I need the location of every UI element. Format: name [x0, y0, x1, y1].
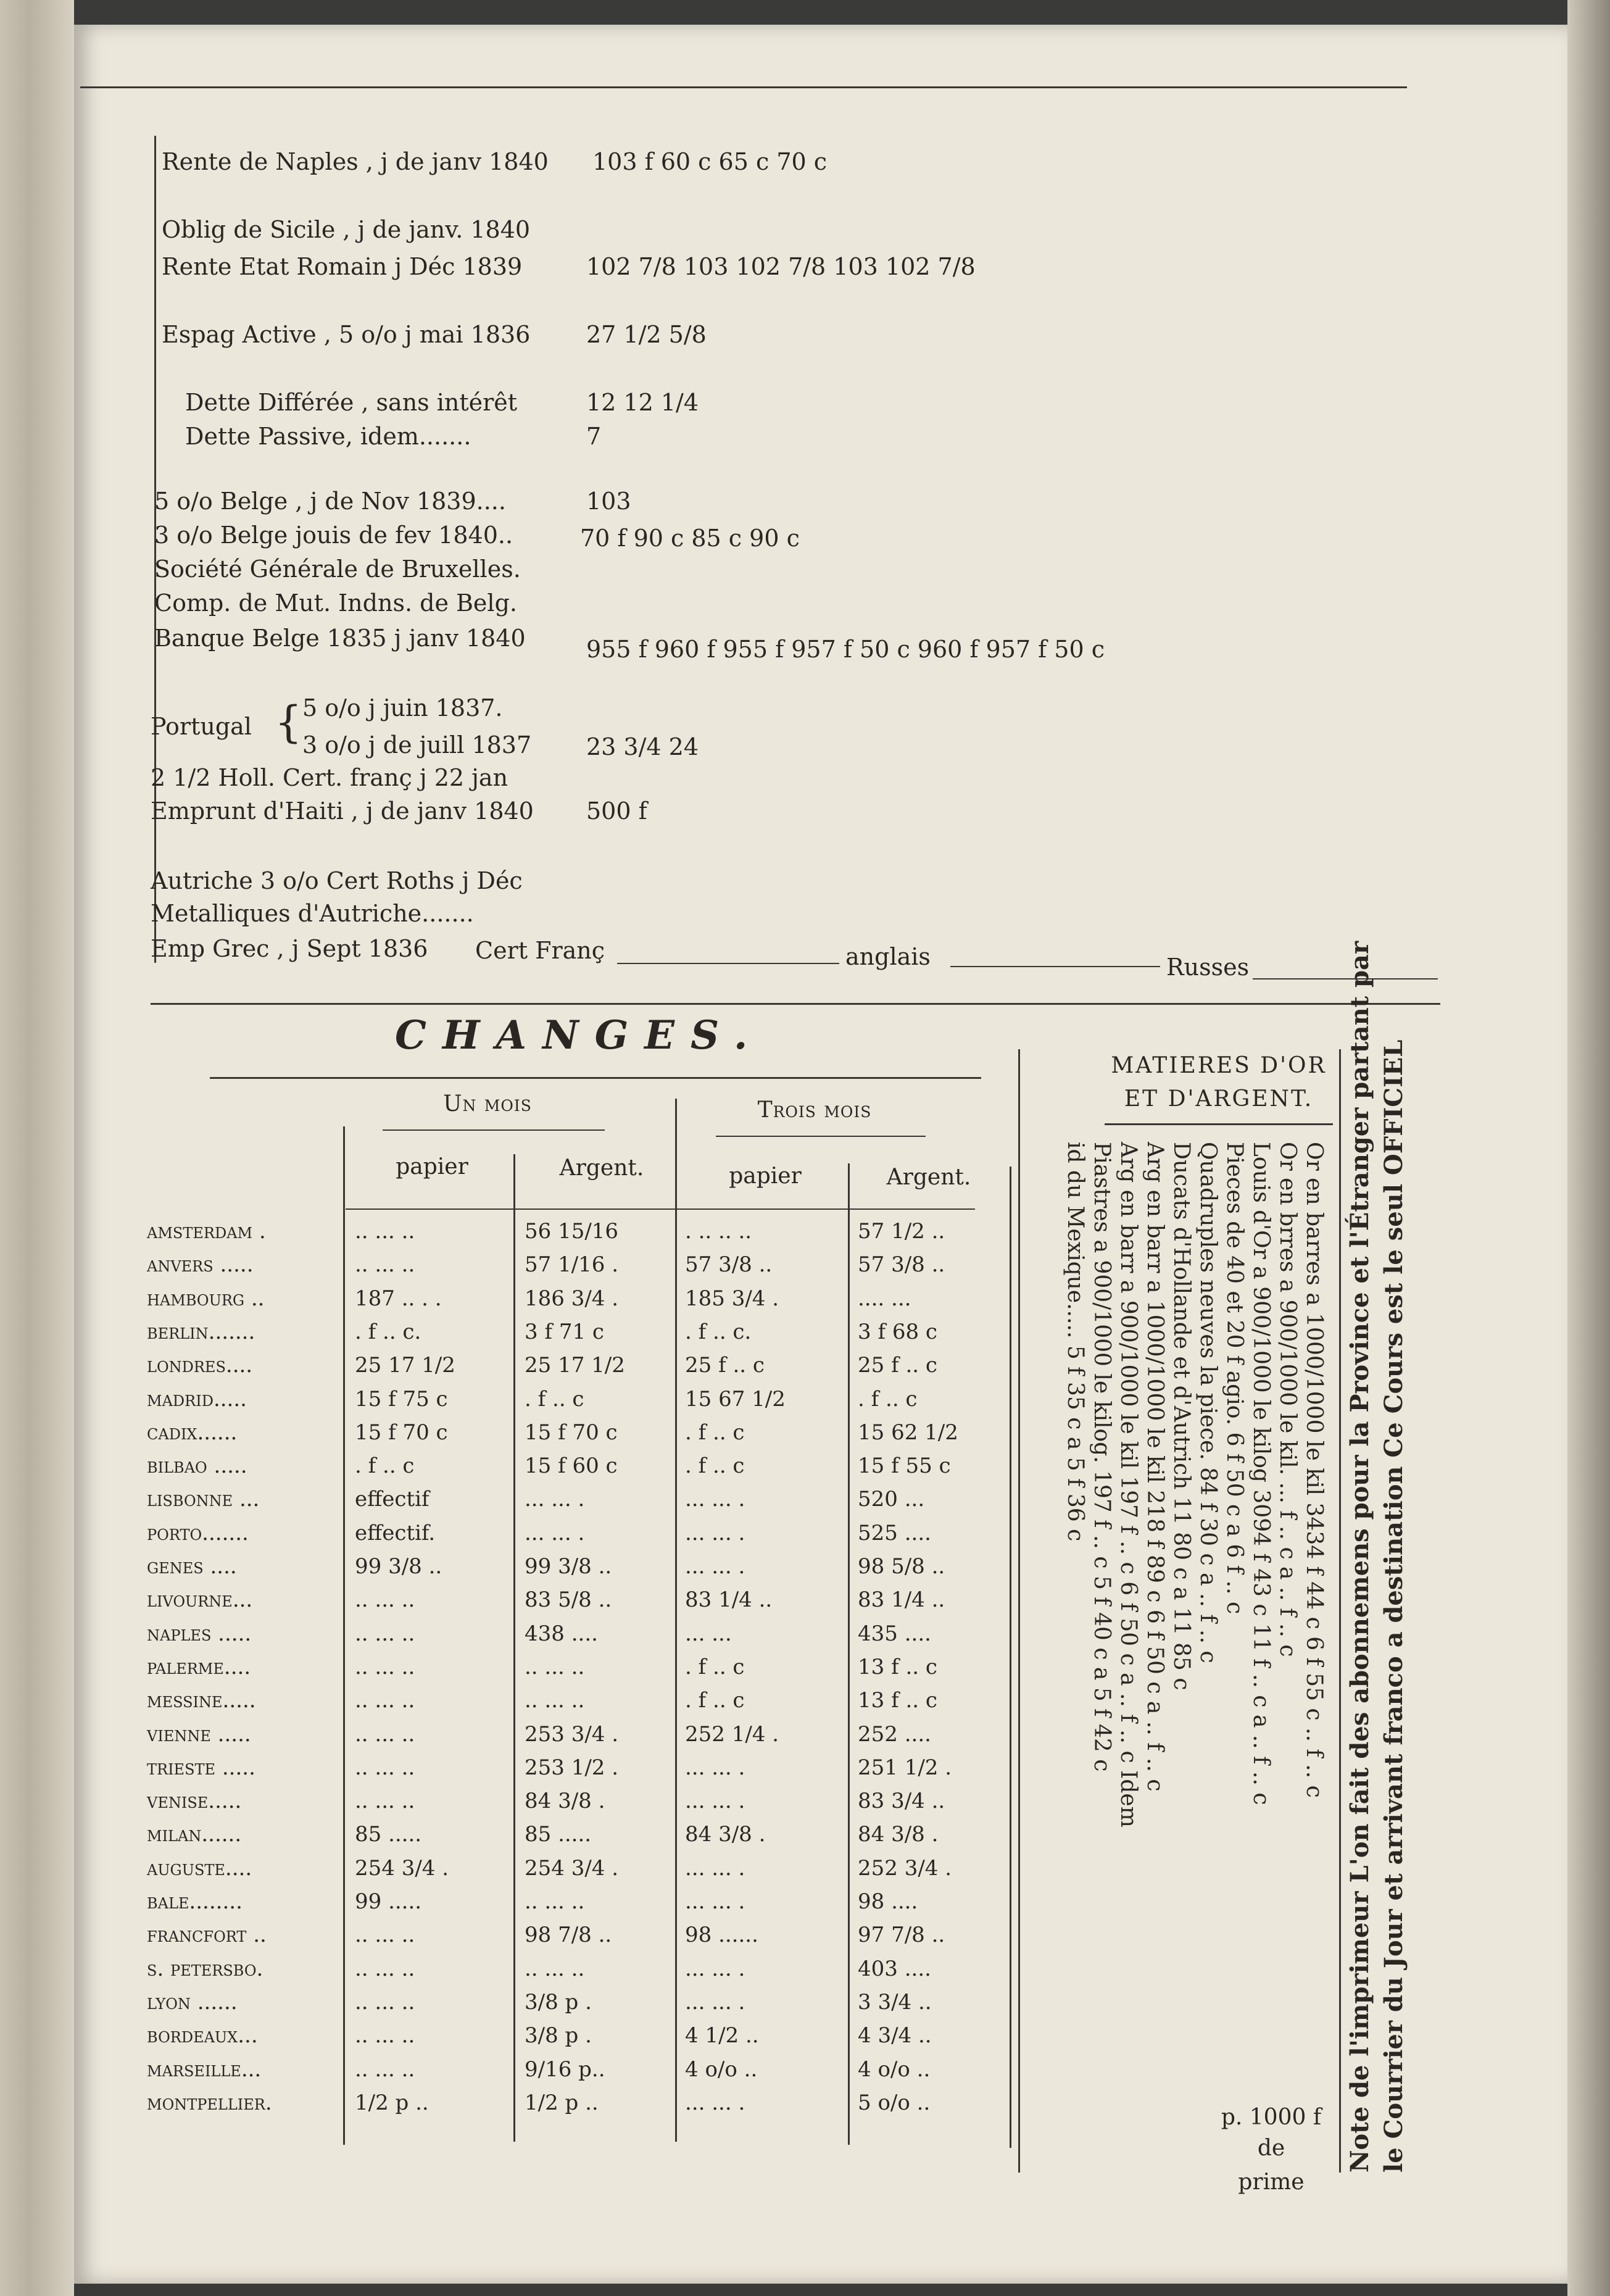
- changes-cell-c4: 57 1/2 ..: [858, 1219, 945, 1244]
- changes-cell-c4: 5 o/o ..: [858, 2090, 931, 2115]
- changes-cell-c3: . f .. c.: [685, 1320, 752, 1344]
- changes-cell-c3: ... ... .: [685, 1755, 745, 1780]
- changes-cell-c3: . f .. c: [685, 1420, 745, 1445]
- changes-cell-c1: 15 f 70 c: [355, 1420, 448, 1445]
- changes-city: messine.....: [147, 1688, 256, 1713]
- changes-cell-c1: .. ... ..: [355, 1621, 415, 1646]
- matieres-line: Ducats d'Hollande et d'Autrich 11 80 c a 11 85 c: [1169, 1142, 1194, 1691]
- changes-cell-c1: 187 .. . .: [355, 1286, 442, 1311]
- col-rule-1: [343, 1126, 345, 2145]
- matieres-line: id du Mexique..... 5 f 35 c a 5 f 36 c: [1063, 1142, 1088, 1542]
- matieres-line: Piastres a 900/1000 le kilog. 197 f .. c 5 f 40 c a 5 f 42 c: [1089, 1142, 1114, 1772]
- changes-cell-c4: 252 3/4 .: [858, 1856, 952, 1881]
- changes-cell-c1: 25 17 1/2: [355, 1353, 455, 1378]
- side-note-1: Note de l'imprimeur L'on fait des abonnemens pour la Province et l'Étranger partant par: [1345, 941, 1374, 2173]
- col-rule-5: [1010, 1167, 1011, 2148]
- matieres-title-line-1: MATIERES D'OR: [1111, 1053, 1327, 1078]
- bond-label: 3 o/o Belge jouis de fev 1840..: [154, 522, 513, 549]
- changes-cell-c4: 83 1/4 ..: [858, 1587, 945, 1612]
- changes-city: venise.....: [147, 1789, 242, 1813]
- changes-cell-c2: 57 1/16 .: [525, 1252, 619, 1277]
- ledger-page: [74, 25, 1567, 2284]
- book-edge-left: [0, 0, 74, 2296]
- matieres-line: Arg en barr a 900/1000 le kil 197 f .. c 6 f 50 c a .. f .. c Idem: [1116, 1142, 1141, 1828]
- matieres-left-rule: [1018, 1049, 1020, 2173]
- changes-cell-c3: 4 o/o ..: [685, 2057, 758, 2082]
- changes-cell-c1: .. ... ..: [355, 2057, 415, 2082]
- changes-cell-c1: 15 f 75 c: [355, 1387, 448, 1412]
- bond-label: 2 1/2 Holl. Cert. franç j 22 jan: [151, 764, 508, 791]
- bond-value: 27 1/2 5/8: [586, 321, 707, 348]
- matieres-title-rule: [1105, 1123, 1333, 1125]
- bond-label: 5 o/o j juin 1837.: [302, 694, 503, 722]
- group-trois-mois: Trois mois: [757, 1097, 872, 1123]
- changes-cell-c2: 84 3/8 .: [525, 1789, 605, 1813]
- changes-cell-c3: ... ... .: [685, 1856, 745, 1881]
- changes-cell-c1: .. ... ..: [355, 1957, 415, 1981]
- section-divider: [151, 1003, 1440, 1005]
- changes-city: berlin.......: [147, 1320, 255, 1344]
- bond-value: 103 f 60 c 65 c 70 c: [592, 148, 828, 175]
- bond-value: 23 3/4 24: [586, 733, 699, 760]
- changes-cell-c3: ... ... .: [685, 1554, 745, 1579]
- emp-grec-label: Emp Grec , j Sept 1836: [151, 935, 428, 962]
- changes-cell-c4: 84 3/8 .: [858, 1822, 939, 1847]
- changes-city: milan......: [147, 1822, 242, 1847]
- top-rule: [80, 86, 1407, 88]
- changes-cell-c4: 97 7/8 ..: [858, 1923, 945, 1947]
- changes-cell-c2: 3/8 p .: [525, 1990, 592, 2015]
- changes-cell-c3: ... ...: [685, 1621, 732, 1646]
- changes-cell-c1: .. ... ..: [355, 1219, 415, 1244]
- group-un-mois: Un mois: [443, 1091, 532, 1117]
- changes-city: anvers .....: [147, 1252, 254, 1277]
- bond-value: 102 7/8 103 102 7/8 103 102 7/8: [586, 253, 976, 280]
- changes-cell-c4: 252 ....: [858, 1722, 931, 1747]
- col-papier-1: papier: [396, 1154, 468, 1179]
- bond-label: Rente Etat Romain j Déc 1839: [162, 253, 523, 280]
- changes-city: madrid.....: [147, 1387, 247, 1412]
- matieres-title-line-2: ET D'ARGENT.: [1124, 1086, 1314, 1112]
- changes-cell-c2: 25 17 1/2: [525, 1353, 625, 1378]
- changes-cell-c4: 57 3/8 ..: [858, 1252, 945, 1277]
- bond-label: Banque Belge 1835 j janv 1840: [154, 625, 526, 652]
- changes-cell-c1: 99 .....: [355, 1889, 422, 1914]
- changes-cell-c3: 15 67 1/2: [685, 1387, 786, 1412]
- changes-cell-c4: 98 5/8 ..: [858, 1554, 945, 1579]
- changes-cell-c1: .. ... ..: [355, 1688, 415, 1713]
- changes-cell-c2: 83 5/8 ..: [525, 1587, 612, 1612]
- changes-city: lisbonne ...: [147, 1487, 260, 1512]
- changes-cell-c1: 85 .....: [355, 1822, 422, 1847]
- changes-cell-c1: .. ... ..: [355, 1252, 415, 1277]
- side-note-2: le Courrier du Jour et arrivant franco a destination Ce Cours est le seul OFFICIEL: [1379, 1039, 1408, 2173]
- matieres-line: Louis d'Or a 900/1000 le kilog 3094 f 43 c 11 f .. c a .. f .. c: [1248, 1142, 1274, 1805]
- changes-title-rule: [210, 1077, 981, 1079]
- emp-grec-blank-2: [950, 966, 1160, 967]
- changes-cell-c2: 1/2 p ..: [525, 2090, 599, 2115]
- bond-value: 7: [586, 423, 602, 450]
- changes-city: genes ....: [147, 1554, 237, 1579]
- changes-cell-c2: .. ... ..: [525, 1655, 585, 1679]
- changes-cell-c3: . f .. c: [685, 1688, 745, 1713]
- bonds-vertical-rule: [154, 136, 156, 963]
- changes-cell-c2: 186 3/4 .: [525, 1286, 619, 1311]
- changes-cell-c2: 253 3/4 .: [525, 1722, 619, 1747]
- changes-cell-c2: .. ... ..: [525, 1957, 585, 1981]
- changes-cell-c4: 525 ....: [858, 1521, 931, 1545]
- bond-value: 500 f: [586, 797, 647, 825]
- changes-city: marseille...: [147, 2057, 262, 2082]
- changes-cell-c3: . f .. c: [685, 1454, 745, 1478]
- col-rule-3: [675, 1099, 677, 2142]
- matieres-line: Quadruples neuves la piece. 84 f 30 c a .. f .. c: [1195, 1142, 1221, 1663]
- emp-grec-blank-1: [617, 963, 839, 964]
- changes-cell-c2: . f .. c: [525, 1387, 584, 1412]
- changes-cell-c1: .. ... ..: [355, 1755, 415, 1780]
- book-edge-right: [1567, 0, 1610, 2296]
- changes-cell-c3: ... ... .: [685, 1789, 745, 1813]
- changes-cell-c3: ... ... .: [685, 2090, 745, 2115]
- changes-cell-c1: .. ... ..: [355, 1587, 415, 1612]
- matieres-right-rule: [1339, 1049, 1341, 2173]
- changes-cell-c4: 25 f .. c: [858, 1353, 937, 1378]
- portugal-brace: {: [275, 697, 302, 747]
- changes-cell-c1: .. ... ..: [355, 1923, 415, 1947]
- emp-grec-cert: Cert Franç: [475, 937, 605, 964]
- changes-cell-c2: 15 f 70 c: [525, 1420, 618, 1445]
- changes-cell-c2: 253 1/2 .: [525, 1755, 619, 1780]
- changes-cell-c1: .. ... ..: [355, 1722, 415, 1747]
- emp-grec-russes: Russes: [1166, 954, 1250, 981]
- changes-cell-c2: ... ... .: [525, 1487, 585, 1512]
- changes-city: bilbao .....: [147, 1454, 247, 1478]
- changes-cell-c1: .. ... ..: [355, 1990, 415, 2015]
- changes-cell-c4: 15 f 55 c: [858, 1454, 951, 1478]
- changes-cell-c2: .. ... ..: [525, 1688, 585, 1713]
- changes-cell-c4: 3 f 68 c: [858, 1320, 937, 1344]
- col-rule-2: [513, 1154, 515, 2142]
- changes-cell-c2: 15 f 60 c: [525, 1454, 618, 1478]
- bond-value: 103: [586, 488, 631, 515]
- changes-cell-c2: 3/8 p .: [525, 2023, 592, 2048]
- bond-label: Dette Passive, idem.......: [185, 423, 471, 450]
- changes-city: amsterdam .: [147, 1219, 266, 1244]
- changes-cell-c4: 4 o/o ..: [858, 2057, 931, 2082]
- matieres-line: Pieces de 40 et 20 f agio. 6 f 50 c a 6 f .. c: [1222, 1142, 1247, 1615]
- changes-city: trieste .....: [147, 1755, 255, 1780]
- changes-cell-c4: 13 f .. c: [858, 1688, 937, 1713]
- bond-label: Société Générale de Bruxelles.: [154, 555, 521, 583]
- changes-cell-c2: 438 ....: [525, 1621, 598, 1646]
- bond-label: Espag Active , 5 o/o j mai 1836: [162, 321, 531, 348]
- changes-cell-c1: . f .. c: [355, 1454, 415, 1478]
- emp-grec-anglais: anglais: [845, 943, 931, 970]
- col-argent-1: Argent.: [559, 1155, 644, 1181]
- changes-city: palerme....: [147, 1655, 251, 1679]
- changes-cell-c3: ... ... .: [685, 1487, 745, 1512]
- changes-cell-c2: 98 7/8 ..: [525, 1923, 612, 1947]
- changes-cell-c4: .... ...: [858, 1286, 911, 1311]
- changes-cell-c3: 98 ......: [685, 1923, 758, 1947]
- changes-cell-c4: 83 3/4 ..: [858, 1789, 945, 1813]
- changes-cell-c3: 185 3/4 .: [685, 1286, 779, 1311]
- portugal-label: Portugal: [151, 713, 252, 740]
- bond-label: Emprunt d'Haiti , j de janv 1840: [151, 797, 534, 825]
- changes-city: porto.......: [147, 1521, 249, 1545]
- changes-cell-c4: 13 f .. c: [858, 1655, 937, 1679]
- header-rule: [346, 1208, 975, 1210]
- changes-cell-c2: 85 .....: [525, 1822, 592, 1847]
- changes-cell-c3: ... ... .: [685, 1957, 745, 1981]
- changes-cell-c3: ... ... .: [685, 1889, 745, 1914]
- changes-cell-c3: 83 1/4 ..: [685, 1587, 773, 1612]
- changes-cell-c3: 84 3/8 .: [685, 1822, 766, 1847]
- changes-cell-c1: 1/2 p ..: [355, 2090, 429, 2115]
- bond-label: Dette Différée , sans intérêt: [185, 389, 518, 416]
- changes-cell-c3: 25 f .. c: [685, 1353, 765, 1378]
- changes-cell-c4: . f .. c: [858, 1387, 918, 1412]
- col-papier-2: papier: [729, 1163, 802, 1189]
- prime-line-1: p. 1000 f: [1221, 2105, 1322, 2130]
- changes-cell-c1: effectif: [355, 1487, 429, 1512]
- changes-cell-c4: 403 ....: [858, 1957, 931, 1981]
- changes-cell-c1: .. ... ..: [355, 1655, 415, 1679]
- changes-cell-c4: 4 3/4 ..: [858, 2023, 932, 2048]
- changes-city: auguste....: [147, 1856, 252, 1881]
- changes-cell-c2: ... ... .: [525, 1521, 585, 1545]
- changes-city: montpellier.: [147, 2090, 272, 2115]
- changes-city: francfort ..: [147, 1923, 267, 1947]
- changes-cell-c4: 98 ....: [858, 1889, 918, 1914]
- col-rule-4: [848, 1163, 850, 2145]
- changes-cell-c3: ... ... .: [685, 1990, 745, 2015]
- bond-value: 70 f 90 c 85 c 90 c: [580, 525, 800, 552]
- changes-city: hambourg ..: [147, 1286, 265, 1311]
- changes-cell-c3: 4 1/2 ..: [685, 2023, 759, 2048]
- changes-cell-c2: .. ... ..: [525, 1889, 585, 1914]
- changes-cell-c3: 57 3/8 ..: [685, 1252, 773, 1277]
- changes-city: vienne .....: [147, 1722, 251, 1747]
- changes-cell-c4: 15 62 1/2: [858, 1420, 958, 1445]
- changes-city: bordeaux...: [147, 2023, 258, 2048]
- bond-label: Comp. de Mut. Indns. de Belg.: [154, 589, 517, 617]
- changes-cell-c4: 3 3/4 ..: [858, 1990, 932, 2015]
- matieres-line: Or en barres a 1000/1000 le kil 3434 f 44 c 6 f 55 c .. f .. c: [1301, 1142, 1327, 1798]
- bond-label: Oblig de Sicile , j de janv. 1840: [162, 216, 531, 243]
- changes-cell-c2: 56 15/16: [525, 1219, 619, 1244]
- changes-cell-c2: 3 f 71 c: [525, 1320, 604, 1344]
- bond-value: 12 12 1/4: [586, 389, 699, 416]
- bond-label: Metalliques d'Autriche.......: [151, 900, 474, 927]
- bond-value: 955 f 960 f 955 f 957 f 50 c 960 f 957 f 50 c: [586, 636, 1105, 663]
- changes-cell-c3: . f .. c: [685, 1655, 745, 1679]
- changes-cell-c1: 254 3/4 .: [355, 1856, 449, 1881]
- changes-cell-c4: 520 ...: [858, 1487, 925, 1512]
- matieres-line: Arg en barr a 1000/1000 le kil 218 f 89 c 6 f 50 c a .. f .. c: [1142, 1142, 1168, 1792]
- changes-cell-c2: 254 3/4 .: [525, 1856, 619, 1881]
- col-argent-2: Argent.: [886, 1165, 971, 1190]
- changes-cell-c4: 435 ....: [858, 1621, 931, 1646]
- bond-label: Autriche 3 o/o Cert Roths j Déc: [151, 867, 523, 894]
- changes-cell-c1: .. ... ..: [355, 2023, 415, 2048]
- changes-cell-c3: ... ... .: [685, 1521, 745, 1545]
- changes-cell-c1: effectif.: [355, 1521, 436, 1545]
- changes-city: londres....: [147, 1353, 253, 1378]
- changes-title: CHANGES.: [395, 1012, 764, 1059]
- bond-label: 5 o/o Belge , j de Nov 1839....: [154, 488, 506, 515]
- changes-cell-c1: .. ... ..: [355, 1789, 415, 1813]
- changes-cell-c2: 99 3/8 ..: [525, 1554, 612, 1579]
- changes-cell-c4: 251 1/2 .: [858, 1755, 952, 1780]
- matieres-line: Or en brres a 900/1000 le kil. ... f .. c a .. f .. c: [1275, 1142, 1300, 1657]
- group-un-mois-rule: [383, 1129, 605, 1131]
- changes-city: bale........: [147, 1889, 243, 1914]
- changes-cell-c3: 252 1/4 .: [685, 1722, 779, 1747]
- changes-cell-c2: 9/16 p..: [525, 2057, 605, 2082]
- changes-cell-c1: . f .. c.: [355, 1320, 421, 1344]
- changes-city: lyon ......: [147, 1990, 238, 2015]
- prime-line-2: de: [1257, 2136, 1285, 2161]
- bond-label: Rente de Naples , j de janv 1840: [162, 148, 549, 175]
- changes-cell-c1: 99 3/8 ..: [355, 1554, 442, 1579]
- changes-city: livourne...: [147, 1587, 253, 1612]
- bond-label: 3 o/o j de juill 1837: [302, 731, 532, 759]
- changes-cell-c3: . .. .. ..: [685, 1219, 752, 1244]
- group-trois-mois-rule: [716, 1136, 926, 1137]
- matieres-title: [1105, 1049, 1333, 1116]
- prime-line-3: prime: [1238, 2169, 1305, 2195]
- changes-city: naples .....: [147, 1621, 252, 1646]
- changes-city: s. petersbo.: [147, 1957, 263, 1981]
- changes-city: cadix......: [147, 1420, 238, 1445]
